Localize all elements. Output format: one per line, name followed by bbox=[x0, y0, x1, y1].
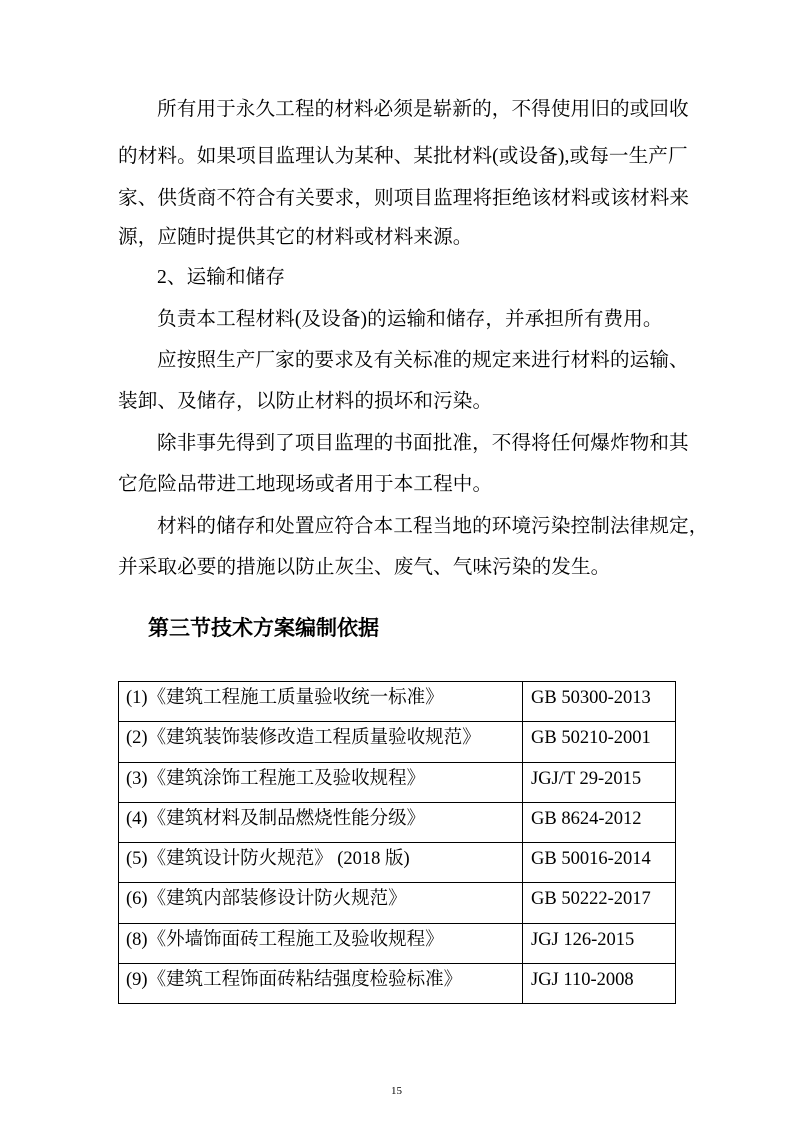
table-row bbox=[119, 883, 676, 923]
standard-code: JGJ 110-2008 bbox=[523, 964, 676, 1004]
standard-code: GB 50300-2013 bbox=[523, 682, 676, 722]
standard-name: (1)《建筑工程施工质量验收统一标准》 bbox=[119, 682, 523, 722]
standard-name: (2)《建筑装饰装修改造工程质量验收规范》 bbox=[119, 722, 523, 762]
paragraph-line: 并采取必要的措施以防止灰尘、废气、气味污染的发生。 bbox=[118, 557, 611, 578]
paragraph-line: 除非事先得到了项目监理的书面批准，不得将任何爆炸物和其 bbox=[157, 433, 689, 454]
table-row bbox=[119, 762, 676, 802]
standard-name: (3)《建筑涂饰工程施工及验收规程》 bbox=[119, 762, 523, 802]
standard-code: JGJ 126-2015 bbox=[523, 923, 676, 963]
table-row bbox=[119, 964, 676, 1004]
paragraph-line: 所有用于永久工程的材料必须是崭新的，不得使用旧的或回收 bbox=[157, 99, 689, 120]
paragraph-line: 的材料。如果项目监理认为某种、某批材料(或设备),或每一生产厂 bbox=[118, 146, 688, 167]
standard-name: (6)《建筑内部装修设计防火规范》 bbox=[119, 883, 523, 923]
paragraph-line: 负责本工程材料(及设备)的运输和储存，并承担所有费用。 bbox=[157, 309, 663, 330]
table-row bbox=[119, 802, 676, 842]
paragraph-line: 装卸、及储存，以防止材料的损坏和污染。 bbox=[118, 391, 493, 412]
subheading: 2、运输和储存 bbox=[157, 267, 286, 288]
section-heading: 第三节技术方案编制依据 bbox=[148, 616, 379, 640]
table-row bbox=[119, 843, 676, 883]
paragraph-line: 它危险品带进工地现场或者用于本工程中。 bbox=[118, 474, 493, 495]
standards-table bbox=[118, 681, 676, 1004]
standard-name: (8)《外墙饰面砖工程施工及验收规程》 bbox=[119, 923, 523, 963]
page-number: 15 bbox=[391, 1085, 402, 1097]
standard-name: (5)《建筑设计防火规范》 (2018 版) bbox=[119, 843, 523, 883]
standard-code: JGJ/T 29-2015 bbox=[523, 762, 676, 802]
standard-code: GB 50016-2014 bbox=[523, 843, 676, 883]
table-row bbox=[119, 923, 676, 963]
table-row bbox=[119, 722, 676, 762]
paragraph-line: 应按照生产厂家的要求及有关标准的规定来进行材料的运输、 bbox=[157, 350, 689, 371]
table-row bbox=[119, 682, 676, 722]
standard-name: (9)《建筑工程饰面砖粘结强度检验标准》 bbox=[119, 964, 523, 1004]
standard-code: GB 50222-2017 bbox=[523, 883, 676, 923]
standard-code: GB 50210-2001 bbox=[523, 722, 676, 762]
standard-name: (4)《建筑材料及制品燃烧性能分级》 bbox=[119, 802, 523, 842]
paragraph-line: 源，应随时提供其它的材料或材料来源。 bbox=[118, 227, 473, 248]
standard-code: GB 8624-2012 bbox=[523, 802, 676, 842]
paragraph-line: 材料的储存和处置应符合本工程当地的环境污染控制法律规定， bbox=[157, 516, 709, 537]
paragraph-line: 家、供货商不符合有关要求，则项目监理将拒绝该材料或该材料来 bbox=[118, 188, 690, 209]
